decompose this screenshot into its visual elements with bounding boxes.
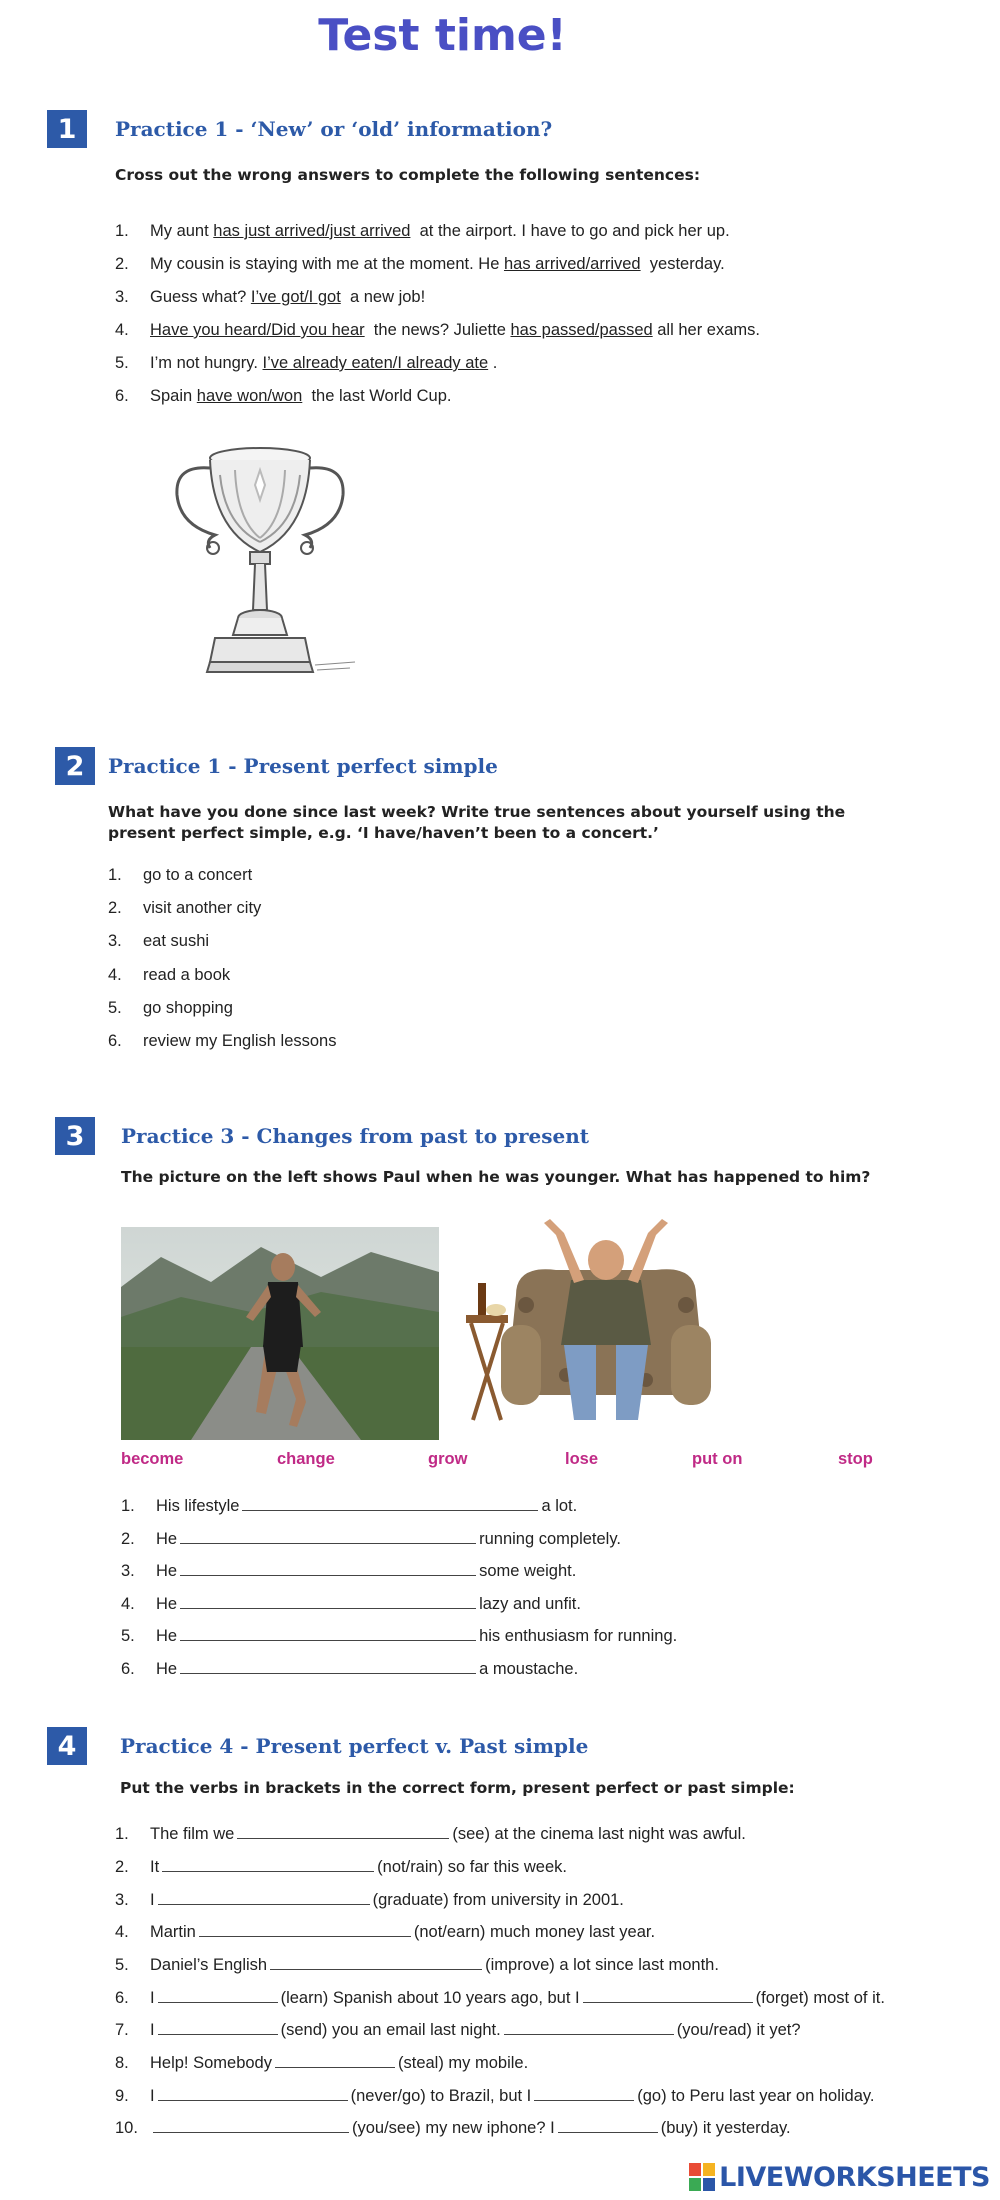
sentence-part: some weight. xyxy=(479,1562,577,1580)
item-text xyxy=(150,1989,885,2008)
section-1-heading: Practice 1 - ‘New’ or ‘old’ information? xyxy=(115,117,553,141)
item-number: 2. xyxy=(108,899,122,917)
sentence-part: a new job! xyxy=(340,288,426,306)
item-number: 6. xyxy=(108,1032,122,1050)
section-4-number: 4 xyxy=(47,1727,87,1765)
sentence-part: (learn) Spanish about 10 years ago, but I xyxy=(280,1989,580,2007)
sentence-part: at the airport. I have to go and pick her up. xyxy=(410,222,730,240)
item-number: 6. xyxy=(115,1989,129,2007)
section-3-number: 3 xyxy=(55,1117,95,1155)
answer-choice[interactable]: Have you heard/Did you hear xyxy=(150,321,365,339)
item-text xyxy=(150,2021,801,2040)
answer-choice[interactable]: has passed/passed xyxy=(510,321,653,339)
item-number: 4. xyxy=(115,1923,129,1941)
sentence-part: I xyxy=(150,1989,155,2007)
sentence-part: Martin xyxy=(150,1923,196,1941)
item-text xyxy=(150,1923,655,1942)
sentence-part: I’m not hungry. xyxy=(150,354,263,372)
sentence-part: (you/read) it yet? xyxy=(676,2021,801,2039)
sentence-part: (never/go) to Brazil, but I xyxy=(350,2087,532,2105)
item-number: 3. xyxy=(115,1891,129,1909)
answer-choice[interactable]: has just arrived/just arrived xyxy=(213,222,411,240)
item-number: 5. xyxy=(115,354,129,372)
sentence-part: He xyxy=(156,1660,178,1678)
sentence-part: He xyxy=(156,1562,178,1580)
item-text xyxy=(150,288,425,307)
liveworksheets-logo xyxy=(689,2160,990,2194)
item-number: 4. xyxy=(115,321,129,339)
word-bank-item: lose xyxy=(565,1450,599,1468)
answer-choice[interactable]: I’ve already eaten/I already ate xyxy=(262,354,489,372)
item-text xyxy=(150,1891,624,1910)
sentence-part: (you/see) my new iphone? I xyxy=(352,2119,555,2137)
item-number: 4. xyxy=(108,966,122,984)
item-number: 8. xyxy=(115,2054,129,2072)
sentence-part: He xyxy=(156,1530,178,1548)
answer-blank[interactable] xyxy=(504,2033,674,2035)
word-bank-item: become xyxy=(121,1450,184,1468)
item-text xyxy=(150,222,730,241)
answer-blank[interactable] xyxy=(558,2131,658,2133)
section-2-heading: Practice 1 - Present perfect simple xyxy=(108,754,498,778)
sentence-part: Spain xyxy=(150,387,197,405)
sentence-part: I xyxy=(150,1891,155,1909)
item-number: 1. xyxy=(108,866,122,884)
item-text xyxy=(150,2054,528,2073)
answer-blank[interactable] xyxy=(158,2001,278,2003)
item-text: eat sushi xyxy=(143,932,210,950)
section-2-instruction: What have you done since last week? Write true sentences about yourself using the present perfect simple, e.g. ‘I have/haven’t been to a concert.’ xyxy=(108,803,846,842)
sentence-part: (buy) it yesterday. xyxy=(660,2119,791,2137)
item-text xyxy=(156,1660,578,1679)
answer-blank[interactable] xyxy=(275,2066,395,2068)
sentence-part: My cousin is staying with me at the moment. He xyxy=(150,255,504,273)
item-text xyxy=(156,1627,677,1646)
answer-blank[interactable] xyxy=(583,2001,753,2003)
section-1-number: 1 xyxy=(47,110,87,148)
item-number: 3. xyxy=(108,932,122,950)
answer-blank[interactable] xyxy=(180,1574,476,1576)
answer-blank[interactable] xyxy=(199,1935,411,1937)
sentence-part: all her exams. xyxy=(652,321,760,339)
item-number: 1. xyxy=(121,1497,135,1515)
word-bank-item: grow xyxy=(428,1450,468,1468)
sentence-part: lazy and unfit. xyxy=(479,1595,581,1613)
sentence-part: His lifestyle xyxy=(156,1497,240,1515)
item-number: 9. xyxy=(115,2087,129,2105)
sentence-part: running completely. xyxy=(479,1530,621,1548)
sentence-part: Help! Somebody xyxy=(150,2054,272,2072)
item-text: read a book xyxy=(143,966,231,984)
sentence-part: I xyxy=(150,2021,155,2039)
item-number: 4. xyxy=(121,1595,135,1613)
sentence-part: a moustache. xyxy=(479,1660,579,1678)
sentence-part: (graduate) from university in 2001. xyxy=(372,1891,624,1909)
word-bank-item: put on xyxy=(692,1450,743,1468)
sentence-part: He xyxy=(156,1627,178,1645)
armchair-photo xyxy=(446,1195,764,1440)
sentence-part: It xyxy=(150,1858,160,1876)
sentence-part: (improve) a lot since last month. xyxy=(485,1956,719,1974)
item-text xyxy=(150,1956,719,1975)
sentence-part: The film we xyxy=(150,1825,235,1843)
section-3-instruction: The picture on the left shows Paul when he was younger. What has happened to him? xyxy=(121,1168,871,1186)
item-number: 2. xyxy=(121,1530,135,1548)
answer-blank[interactable] xyxy=(180,1542,476,1544)
item-text xyxy=(150,1825,746,1844)
sentence-part: Guess what? xyxy=(150,288,251,306)
answer-blank[interactable] xyxy=(180,1607,476,1609)
sentence-part: (go) to Peru last year on holiday. xyxy=(637,2087,875,2105)
sentence-part: Daniel’s English xyxy=(150,1956,268,1974)
item-text xyxy=(156,1530,621,1549)
answer-blank[interactable] xyxy=(180,1639,476,1641)
item-text xyxy=(156,1562,576,1581)
item-text xyxy=(150,387,451,406)
item-number: 6. xyxy=(121,1660,135,1678)
sentence-part: yesterday. xyxy=(640,255,725,273)
item-text xyxy=(156,1497,577,1516)
answer-blank[interactable] xyxy=(180,1672,476,1674)
item-number: 5. xyxy=(121,1627,135,1645)
item-text xyxy=(150,2119,791,2138)
section-2-number: 2 xyxy=(55,747,95,785)
sentence-part: (send) you an email last night. xyxy=(280,2021,501,2039)
sentence-part: his enthusiasm for running. xyxy=(479,1627,678,1645)
item-number: 6. xyxy=(115,387,129,405)
logo-text: LIVEWORKSHEETS xyxy=(719,2161,990,2193)
item-number: 7. xyxy=(115,2021,129,2039)
item-text: go to a concert xyxy=(143,866,253,884)
item-number: 5. xyxy=(108,999,122,1017)
item-number: 3. xyxy=(121,1562,135,1580)
trophy-illustration xyxy=(165,440,365,690)
item-number: 1. xyxy=(115,222,129,240)
item-number: 2. xyxy=(115,255,129,273)
item-number: 3. xyxy=(115,288,129,306)
answer-choice[interactable]: has arrived/arrived xyxy=(503,255,641,273)
sentence-part: (forget) most of it. xyxy=(755,1989,885,2007)
word-bank-item: change xyxy=(277,1450,335,1468)
word-bank-item: stop xyxy=(838,1450,873,1468)
section-3-heading: Practice 3 - Changes from past to present xyxy=(121,1124,590,1148)
answer-blank[interactable] xyxy=(153,2131,349,2133)
item-text xyxy=(150,1858,567,1877)
answer-blank[interactable] xyxy=(158,1903,370,1905)
sentence-part: (steal) my mobile. xyxy=(398,2054,529,2072)
item-number: 10. xyxy=(115,2119,138,2137)
item-text xyxy=(150,321,760,340)
item-text xyxy=(150,255,725,274)
item-text: go shopping xyxy=(143,999,233,1017)
item-text: visit another city xyxy=(143,899,262,917)
answer-choice[interactable]: I’ve got/I got xyxy=(250,288,341,306)
sentence-part: (not/rain) so far this week. xyxy=(377,1858,567,1876)
answer-blank[interactable] xyxy=(158,2033,278,2035)
sentence-part: the news? Juliette xyxy=(364,321,511,339)
item-number: 2. xyxy=(115,1858,129,1876)
sentence-part: My aunt xyxy=(150,222,214,240)
item-text xyxy=(156,1595,581,1614)
sentence-part: I xyxy=(150,2087,155,2105)
item-text xyxy=(150,354,497,373)
answer-blank[interactable] xyxy=(270,1968,482,1970)
answer-blank[interactable] xyxy=(534,2099,634,2101)
sentence-part: He xyxy=(156,1595,178,1613)
sentence-part: a lot. xyxy=(541,1497,578,1515)
sentence-part: (see) at the cinema last night was awful. xyxy=(452,1825,746,1843)
item-number: 5. xyxy=(115,1956,129,1974)
logo-badge-icon xyxy=(689,2163,715,2191)
sentence-part: the last World Cup. xyxy=(302,387,452,405)
answer-blank[interactable] xyxy=(237,1837,449,1839)
section-4-heading: Practice 4 - Present perfect v. Past simple xyxy=(120,1734,589,1758)
answer-blank[interactable] xyxy=(242,1509,538,1511)
item-number: 1. xyxy=(115,1825,129,1843)
answer-blank[interactable] xyxy=(162,1870,374,1872)
item-text: review my English lessons xyxy=(143,1032,337,1050)
page-title: Test time! xyxy=(318,10,567,61)
sentence-part: (not/earn) much money last year. xyxy=(413,1923,656,1941)
answer-blank[interactable] xyxy=(158,2099,348,2101)
answer-choice[interactable]: have won/won xyxy=(196,387,303,405)
section-4-instruction: Put the verbs in brackets in the correct form, present perfect or past simple: xyxy=(120,1779,795,1797)
section-1-instruction: Cross out the wrong answers to complete the following sentences: xyxy=(115,166,701,184)
item-text xyxy=(150,2087,875,2106)
runner-photo xyxy=(121,1227,439,1440)
sentence-part: . xyxy=(488,354,498,372)
